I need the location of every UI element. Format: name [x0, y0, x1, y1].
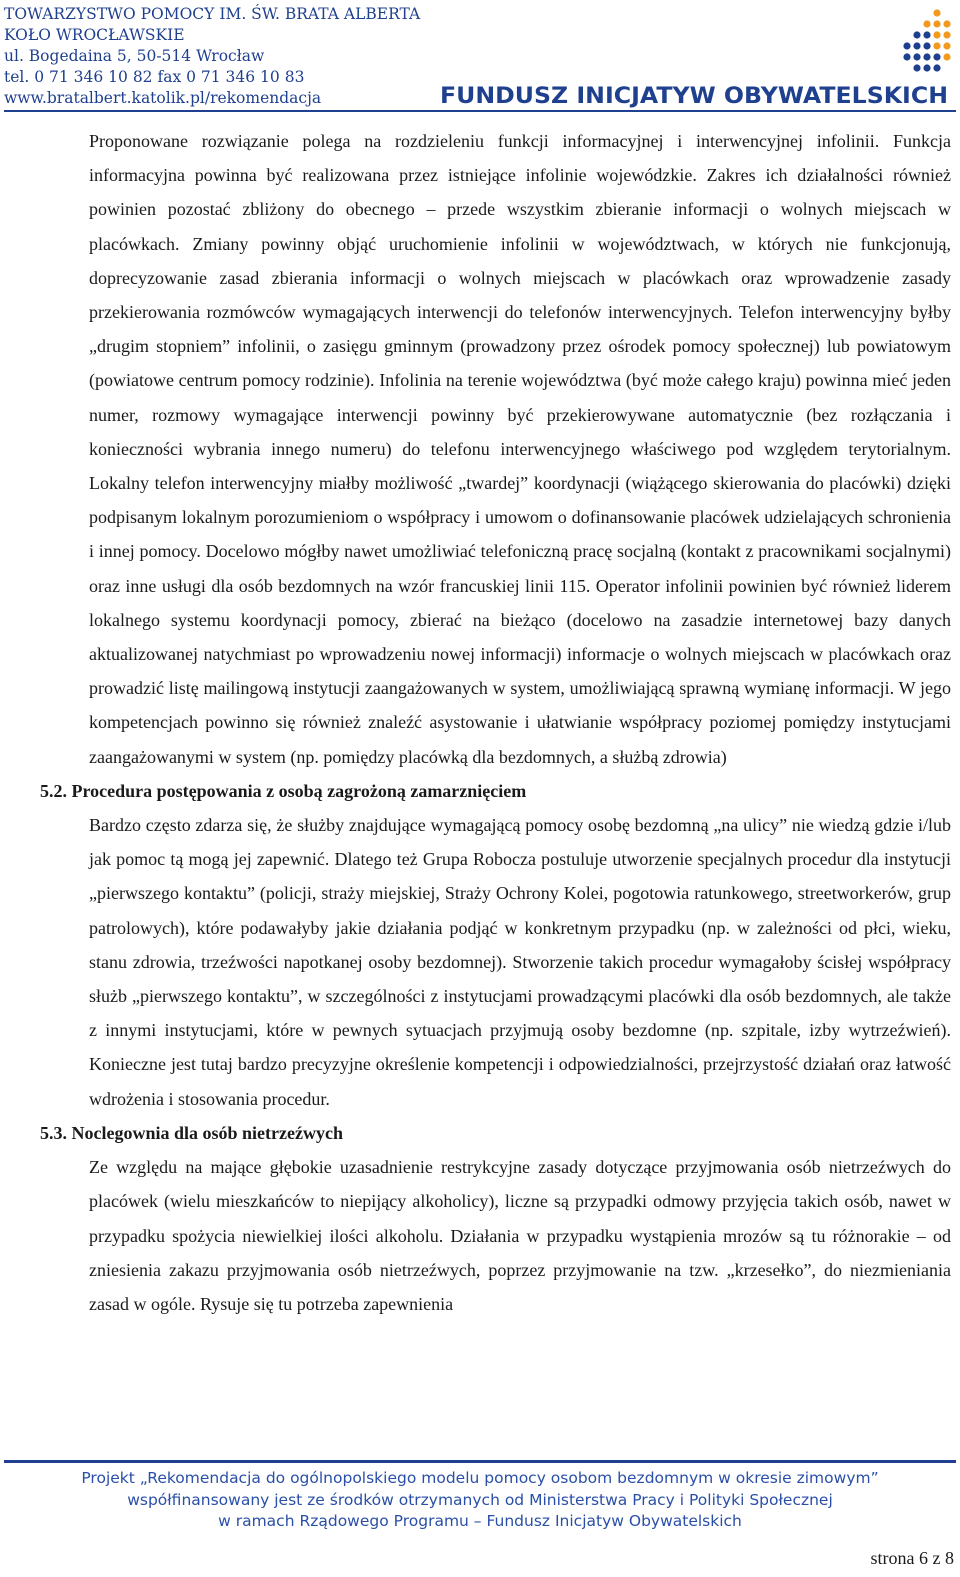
document-body	[0, 124, 960, 1321]
paragraph-procedura: Bardzo często zdarza się, że służby znajdujące wymagającą pomocy osobę bezdomną „na ulicy” nie wiedzą gdzie i/lub jak pomoc tą mogą jej zapewnić. Dlatego też Grupa Robocza postuluje utworzenie specjalnych procedur dla instytucji „pierwszego kontaktu” (policji, straży miejskiej, Straży Ochrony Kolei, pogotowia ratunkowego, streetworkerów, grup patrolowych), które podawałyby jakie działania podjąć w konkretnym przypadku (np. w zależności od płci, wieku, stanu zdrowia, trzeźwości napotkanej osoby bezdomnej). Stworzenie takich procedur wymagałoby ścisłej współpracy służb „pierwszego kontaktu”, w szczególności z instytucjami prowadzącymi placówki dla osób bezdomnych, ale także z innymi instytucjami, które w pewnych sytuacjach przyjmują osoby bezdomne (np. szpitale, izby wytrzeźwień). Konieczne jest tutaj bardzo precyzyjne określenie kompetencji i odpowiedzialności, przejrzystość działań oraz łatwość wdrożenia i stosowania procedur.	[89, 815, 951, 1109]
page-number: strona 6 z 8	[870, 1548, 954, 1568]
organization-name: TOWARZYSTWO POMOCY IM. ŚW. BRATA ALBERTA	[4, 5, 421, 23]
footer-funding-line: współfinansowany jest ze środków otrzymanych od Ministerstwa Pracy i Polityki Społecznej	[127, 1490, 833, 1509]
fio-logo	[436, 4, 956, 108]
fio-logo-dots-icon	[903, 9, 950, 71]
organization-address-block	[4, 4, 420, 109]
paragraph-infolinia: Proponowane rozwiązanie polega na rozdzieleniu funkcji informacyjnej i interwencyjnej infolinii. Funkcja informacyjna powinna być realizowana przez istniejące infolinie wojewódzkie. Zakres ich działalności również powinien pozostać zbliżony do obecnego – przede wszystkim zbieranie informacji o wolnych miejscach w placówkach. Zmiany powinny objąć uruchomienie infolinii w województwach, w których nie funkcjonują, doprecyzowanie zasad zbierania informacji o wolnych miejscach w placówkach oraz wprowadzenie zasady przekierowania rozmówców wymagających interwencji do telefonów interwencyjnych. Telefon interwencyjny byłby „drugim stopniem” infolinii, o zasięgu gminnym (prowadzony przez ośrodek pomocy społecznej) lub powiatowym (powiatowe centrum pomocy rodzinie). Infolinia na terenie województwa (być może całego kraju) powinna mieć jeden numer, rozmowy wymagające interwencji powinny być przekierowywane automatycznie (bez rozłączania i konieczności wybrania innego numeru) do telefonu interwencyjnego właściwego pod względem terytorialnym. Lokalny telefon interwencyjny miałby możliwość „twardej” koordynacji (wiążącego skierowania do placówki) dzięki podpisanym lokalnym porozumieniom o współpracy i umowom o dofinansowanie placówek udzielających schronienia i innej pomocy. Docelowo mógłby nawet umożliwiać telefoniczną pracę socjalną (kontakt z pracownikami socjalnymi) oraz inne usługi dla osób bezdomnych na wzór francuskiej linii 115. Operator infolinii powinien być również liderem lokalnego systemu koordynacji pomocy, zbierać na bieżąco (docelowo na zasadzie internetowej bazy danych aktualizowanej natychmiast po wprowadzeniu nowej informacji) informacje o wolnych miejscach w placówkach oraz prowadzić listę mailingową instytucji zaangażowanych w system, umożliwiającą sprawną wymianę informacji. W jego kompetencjach powinno się również znaleźć asystowanie i ułatwianie współpracy poziomej pomiędzy instytucjami zaangażowanymi w system (np. pomiędzy placówką dla bezdomnych, a służbą zdrowia)	[89, 131, 951, 767]
footer-divider	[4, 1460, 956, 1463]
fio-logo-text: FUNDUSZ INICJATYW OBYWATELSKICH	[440, 84, 948, 108]
organization-phone-fax: tel. 0 71 346 10 82 fax 0 71 346 10 83	[4, 68, 305, 86]
section-heading-5-3: 5.3. Noclegownia dla osób nietrzeźwych	[40, 1122, 343, 1143]
header-divider	[4, 110, 956, 112]
organization-street: ul. Bogedaina 5, 50-514 Wrocław	[4, 47, 265, 65]
footer-program-line: w ramach Rządowego Programu – Fundusz Inicjatyw Obywatelskich	[218, 1512, 742, 1530]
section-heading-5-2: 5.2. Procedura postępowania z osobą zagrożoną zamarznięciem	[40, 780, 527, 801]
organization-branch: KOŁO WROCŁAWSKIE	[4, 26, 185, 44]
organization-website[interactable]: www.bratalbert.katolik.pl/rekomendacja	[4, 89, 322, 107]
paragraph-noclegownia: Ze względu na mające głębokie uzasadnienie restrykcyjne zasady dotyczące przyjmowania osób nietrzeźwych do placówek (wielu mieszkańców to niepijący alkoholicy), liczne są przypadki odmowy przyjęcia takich osób, nawet w przypadku spożycia niewielkiej ilości alkoholu. Działania w przypadku wystąpienia mrozów są tu różnorakie – od zniesienia zakazu przyjmowania osób nietrzeźwych, poprzez przyjmowanie na tzw. „krzesełko”, do niezmieniania zasad w ogóle. Rysuje się tu potrzeba zapewnienia	[89, 1157, 951, 1314]
page-footer	[0, 1468, 960, 1533]
footer-project-line: Projekt „Rekomendacja do ogólnopolskiego modelu pomocy osobom bezdomnym w okresie zimowym”	[81, 1469, 879, 1487]
